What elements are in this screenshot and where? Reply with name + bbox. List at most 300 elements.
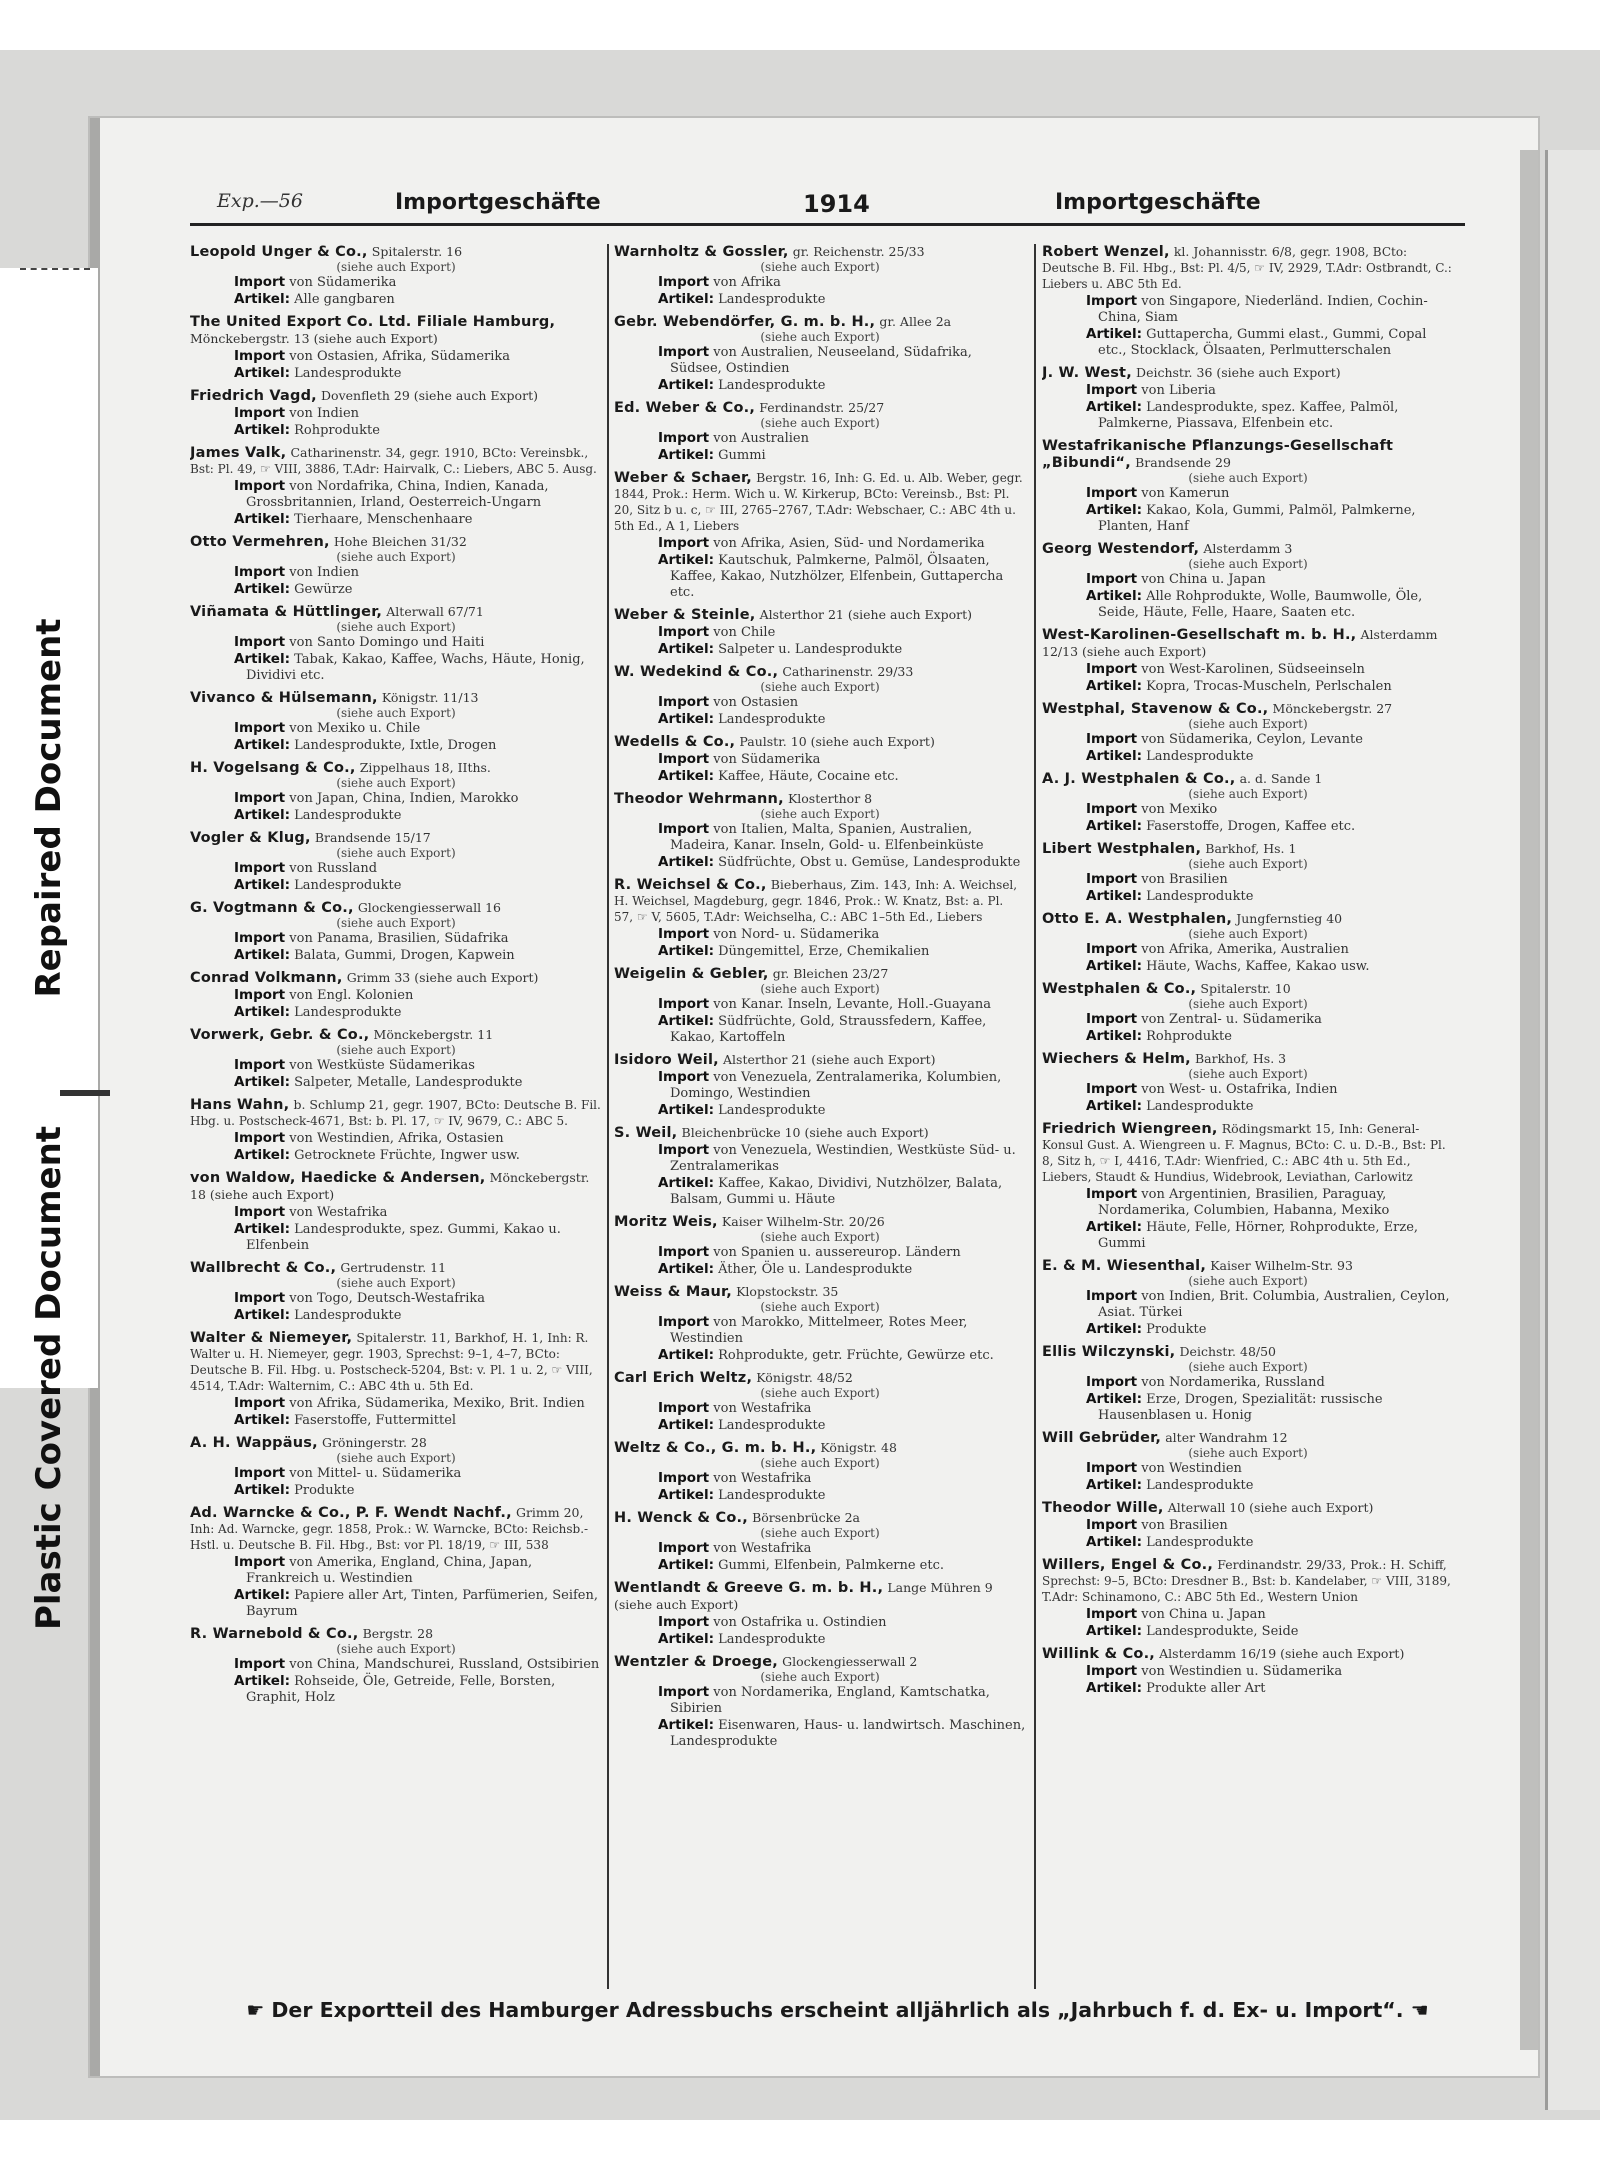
import-line (1042, 731, 1454, 748)
import-line (190, 1204, 602, 1221)
export-note: (siehe auch Export) (760, 1230, 880, 1244)
company-name: Willers, Engel & Co., (1042, 1557, 1214, 1573)
artikel-line-label: Artikel: (234, 511, 290, 527)
directory-entry (1042, 771, 1454, 835)
import-line-value: von Australien (713, 431, 809, 446)
directory-entry (614, 1214, 1026, 1278)
directory-entry (190, 1097, 602, 1164)
export-note: (siehe auch Export) (1188, 787, 1308, 801)
artikel-line-value: Kaffee, Kakao, Dividivi, Nutzhölzer, Balata, Balsam, Gummi u. Häute (670, 1176, 1003, 1207)
export-note: (siehe auch Export) (1188, 471, 1308, 485)
export-note: (siehe auch Export) (336, 260, 456, 274)
import-line (190, 1395, 602, 1412)
directory-entry (1042, 365, 1454, 432)
import-line (1042, 1186, 1454, 1219)
company-name: Weigelin & Gebler, (614, 966, 769, 982)
entry-heading (614, 1284, 1026, 1301)
import-line-label: Import (234, 478, 286, 494)
company-address: Glockengiesserwall 2 (782, 1654, 918, 1669)
export-note: (siehe auch Export) (336, 1276, 456, 1290)
import-line-label: Import (234, 930, 286, 946)
directory-entry (190, 1435, 602, 1499)
artikel-line-label: Artikel: (658, 1717, 714, 1733)
import-line-value: von Kanar. Inseln, Levante, Holl.-Guayana (713, 997, 991, 1012)
import-line (1042, 485, 1454, 502)
import-line-value: von Westindien, Afrika, Ostasien (289, 1131, 504, 1146)
export-note: (siehe auch Export) (336, 916, 456, 930)
entry-heading (614, 966, 1026, 983)
import-line (190, 1290, 602, 1307)
import-line (1042, 661, 1454, 678)
import-line-value: von Venezuela, Zentralamerika, Kolumbien, Domingo, Westindien (670, 1070, 1002, 1101)
year-title: 1914 (803, 190, 870, 218)
import-line-value: von Engl. Kolonien (289, 988, 414, 1003)
entry-heading (614, 1214, 1026, 1231)
import-line-label: Import (234, 348, 286, 364)
import-line-label: Import (234, 1130, 286, 1146)
import-line-label: Import (1086, 871, 1138, 887)
artikel-line-label: Artikel: (234, 737, 290, 753)
company-details: gegr. 1908, BCto: Deutsche B. Fil. Hbg., Bst: Pl. 4/5, ☞ IV, 2929, T.Adr: Ostbrandt, C.: Liebers u. ABC 5th Ed. (1042, 245, 1452, 291)
artikel-line-value: Landesprodukte (718, 1418, 826, 1433)
entry-heading (1042, 365, 1454, 382)
import-line-value: von Nordafrika, China, Indien, Kanada, Grossbritannien, Irland, Oesterreich-Ungarn (246, 479, 549, 510)
artikel-line (1042, 748, 1454, 765)
import-line (190, 478, 602, 511)
company-name: Otto Vermehren, (190, 534, 330, 550)
import-line (1042, 871, 1454, 888)
artikel-line-value: Landesprodukte (1146, 1535, 1254, 1550)
adjacent-page-edge (1545, 150, 1600, 2110)
company-name: Vivanco & Hülsemann, (190, 690, 378, 706)
import-line-value: von Afrika (713, 275, 781, 290)
pointing-hand-left-icon: ☚ (1410, 1998, 1429, 2022)
artikel-line-value: Alle gangbaren (294, 292, 395, 307)
artikel-line-value: Kautschuk, Palmkerne, Palmöl, Ölsaaten, Kaffee, Kakao, Nutzhölzer, Elfenbein, Guttapercha etc. (670, 553, 1004, 600)
export-note: (siehe auch Export) (336, 1451, 456, 1465)
artikel-line-label: Artikel: (234, 1147, 290, 1163)
export-note: (siehe auch Export) (1188, 557, 1308, 571)
import-line-value: von Santo Domingo und Haiti (289, 635, 485, 650)
artikel-line-label: Artikel: (1086, 1623, 1142, 1639)
import-line (614, 694, 1026, 711)
import-line-value: von Zentral- u. Südamerika (1141, 1012, 1322, 1027)
entry-heading (614, 470, 1026, 535)
repaired-document-label: Repaired Document (29, 618, 69, 998)
artikel-line-label: Artikel: (234, 1074, 290, 1090)
entry-heading (1042, 701, 1454, 718)
import-line (614, 535, 1026, 552)
artikel-line-label: Artikel: (1086, 502, 1142, 518)
company-name: Wiechers & Helm, (1042, 1051, 1191, 1067)
import-line-label: Import (658, 926, 710, 942)
directory-entry (190, 760, 602, 824)
entry-heading (190, 1097, 602, 1130)
directory-entry (1042, 627, 1454, 695)
import-line-value: von Liberia (1141, 383, 1216, 398)
export-note: (siehe auch Export) (760, 807, 880, 821)
directory-entry (614, 1284, 1026, 1364)
import-line-label: Import (234, 1290, 286, 1306)
import-line-label: Import (1086, 731, 1138, 747)
artikel-line (1042, 1098, 1454, 1115)
directory-entry (614, 791, 1026, 871)
import-line (190, 987, 602, 1004)
column-1 (190, 244, 602, 1989)
directory-entry (1042, 1646, 1454, 1697)
artikel-line-label: Artikel: (658, 641, 714, 657)
artikel-line-value: Häute, Felle, Hörner, Rohprodukte, Erze, Gummi (1098, 1220, 1419, 1251)
artikel-line-label: Artikel: (658, 854, 714, 870)
directory-entry (614, 1052, 1026, 1119)
entry-heading (190, 445, 602, 478)
company-name: H. Vogelsang & Co., (190, 760, 356, 776)
artikel-line (614, 1175, 1026, 1208)
entry-heading (1042, 627, 1454, 661)
export-note: (siehe auch Export) (1188, 717, 1308, 731)
artikel-line (614, 291, 1026, 308)
artikel-line-label: Artikel: (234, 947, 290, 963)
artikel-line-label: Artikel: (234, 1004, 290, 1020)
artikel-line (1042, 502, 1454, 535)
artikel-line (190, 1147, 602, 1164)
artikel-line (614, 377, 1026, 394)
artikel-line (190, 365, 602, 382)
export-note: (siehe auch Export) (1188, 1360, 1308, 1374)
artikel-line-label: Artikel: (1086, 399, 1142, 415)
artikel-line-value: Landesprodukte (1146, 749, 1254, 764)
artikel-line-value: Landesprodukte (294, 1005, 402, 1020)
company-name: R. Warnebold & Co., (190, 1626, 359, 1642)
import-line-value: von Nord- u. Südamerika (713, 927, 880, 942)
artikel-line-value: Landesprodukte (294, 366, 402, 381)
artikel-line-label: Artikel: (658, 943, 714, 959)
import-line (1042, 801, 1454, 818)
entry-heading (614, 1125, 1026, 1142)
artikel-line-label: Artikel: (1086, 1028, 1142, 1044)
artikel-line (614, 1102, 1026, 1119)
company-address: a. d. Sande 1 (1239, 771, 1323, 786)
company-address: Dovenfleth 29 (siehe auch Export) (321, 388, 538, 403)
company-address: Alterwall 10 (siehe auch Export) (1167, 1500, 1374, 1515)
entry-heading (1042, 981, 1454, 998)
artikel-line (614, 1557, 1026, 1574)
directory-entry (614, 1654, 1026, 1750)
import-line-value: von Ostasien, Afrika, Südamerika (289, 349, 511, 364)
running-title-left: Importgeschäfte (395, 190, 601, 215)
company-name: Vogler & Klug, (190, 830, 311, 846)
import-line-value: von Singapore, Niederländ. Indien, Cochin-China, Siam (1098, 294, 1428, 325)
company-address: Bieberhaus, Zim. 143, (770, 877, 911, 892)
company-name: Walter & Niemeyer, (190, 1330, 353, 1346)
entry-heading (190, 604, 602, 621)
artikel-line (1042, 678, 1454, 695)
artikel-line (1042, 1680, 1454, 1697)
import-line (190, 1465, 602, 1482)
artikel-line-value: Landesprodukte (294, 1308, 402, 1323)
side-label-strip (0, 268, 98, 1631)
artikel-line-value: Rohprodukte (294, 423, 380, 438)
import-line-label: Import (234, 1057, 286, 1073)
import-line-value: von Westküste Südamerikas (289, 1058, 475, 1073)
artikel-line-value: Landesprodukte (718, 292, 826, 307)
artikel-line-label: Artikel: (234, 877, 290, 893)
entry-heading (614, 791, 1026, 808)
artikel-line (190, 1307, 602, 1324)
running-title-right: Importgeschäfte (1055, 190, 1261, 215)
company-address: Catharinenstr. 34, (290, 445, 406, 460)
import-line-value: von Afrika, Amerika, Australien (1141, 942, 1349, 957)
company-address: Königstr. 11/13 (381, 690, 479, 705)
company-name: Hans Wahn, (190, 1097, 290, 1113)
artikel-line (1042, 1623, 1454, 1640)
company-name: West-Karolinen-Gesellschaft m. b. H., (1042, 627, 1357, 643)
import-line (614, 1540, 1026, 1557)
artikel-line-label: Artikel: (1086, 326, 1142, 342)
company-address: Spitalerstr. 16 (371, 244, 463, 259)
entry-heading (190, 534, 602, 551)
import-line-value: von Westindien (1141, 1461, 1242, 1476)
company-address: Alsterthor 21 (siehe auch Export) (723, 1052, 936, 1067)
directory-entry (190, 445, 602, 528)
company-name: Will Gebrüder, (1042, 1430, 1162, 1446)
company-address: Lange Mühren 9 (siehe auch Export) (614, 1580, 993, 1612)
artikel-line-value: Tabak, Kakao, Kaffee, Wachs, Häute, Honig, Dividivi etc. (246, 652, 585, 683)
artikel-line-label: Artikel: (1086, 1098, 1142, 1114)
company-name: Weber & Schaer, (614, 470, 752, 486)
artikel-line-value: Landesprodukte (718, 1488, 826, 1503)
artikel-line-label: Artikel: (658, 1631, 714, 1647)
artikel-line-label: Artikel: (1086, 888, 1142, 904)
directory-entry (1042, 841, 1454, 905)
artikel-line (614, 768, 1026, 785)
directory-entry (190, 604, 602, 684)
entry-heading (1042, 841, 1454, 858)
import-line (1042, 1011, 1454, 1028)
page-shadow-edge (1520, 150, 1538, 2050)
artikel-line (190, 737, 602, 754)
import-line (614, 1470, 1026, 1487)
import-line-label: Import (658, 751, 710, 767)
artikel-line-label: Artikel: (1086, 818, 1142, 834)
artikel-line-label: Artikel: (234, 1673, 290, 1689)
directory-entry (190, 1170, 602, 1254)
directory-entry (1042, 541, 1454, 621)
company-name: von Waldow, Haedicke & Andersen, (190, 1170, 486, 1186)
import-line-label: Import (658, 694, 710, 710)
artikel-line (614, 1347, 1026, 1364)
company-name: A. H. Wappäus, (190, 1435, 318, 1451)
company-address: Börsenbrücke 2a (752, 1510, 861, 1525)
artikel-line-label: Artikel: (234, 291, 290, 307)
entry-heading (614, 314, 1026, 331)
page-header (105, 190, 1475, 224)
artikel-line (190, 581, 602, 598)
import-line (614, 751, 1026, 768)
company-address: Klopstockstr. 35 (736, 1284, 839, 1299)
artikel-line (614, 854, 1026, 871)
entry-heading (1042, 1646, 1454, 1663)
tab-divider (60, 1090, 110, 1096)
company-address: Catharinenstr. 29/33 (782, 664, 914, 679)
entry-heading (190, 760, 602, 777)
artikel-line-value: Gummi (718, 448, 766, 463)
entry-heading (190, 388, 602, 405)
artikel-line-value: Tierhaare, Menschenhaare (294, 512, 473, 527)
directory-entry (1042, 1500, 1454, 1551)
artikel-line (190, 422, 602, 439)
company-name: Theodor Wille, (1042, 1500, 1164, 1516)
directory-entry (190, 1505, 602, 1620)
artikel-line-label: Artikel: (1086, 1680, 1142, 1696)
directory-entry (190, 388, 602, 439)
directory-entry (190, 534, 602, 598)
company-details: Prok.: H. Schiff, Sprechst: 9–5, BCto: Dresdner B., Bst: b. Kandelaber, ☞ VIII, 3189, T.Adr: Schinamono, C.: ABC 5th Ed., Western Union (1042, 1558, 1451, 1604)
company-details: gegr. 1910, BCto: Vereinsbk., Bst: Pl. 49, ☞ VIII, 3886, T.Adr: Hairvalk, C.: Liebers, ABC 5. Ausg. (190, 446, 597, 476)
import-line-label: Import (658, 1244, 710, 1260)
artikel-line-value: Guttapercha, Gummi elast., Gummi, Copal etc., Stocklack, Ölsaaten, Perlmutterschalen (1098, 327, 1427, 358)
import-line-label: Import (234, 987, 286, 1003)
directory-entry (614, 314, 1026, 394)
import-line-label: Import (658, 1400, 710, 1416)
import-line-label: Import (1086, 1606, 1138, 1622)
artikel-line-label: Artikel: (1086, 1477, 1142, 1493)
artikel-line-value: Düngemittel, Erze, Chemikalien (718, 944, 930, 959)
company-address: b. Schlump 21, (293, 1097, 389, 1112)
import-line (1042, 293, 1454, 326)
company-address: Grimm 20, (515, 1505, 584, 1520)
artikel-line-label: Artikel: (658, 711, 714, 727)
import-line-value: von Marokko, Mittelmeer, Rotes Meer, Westindien (670, 1315, 968, 1346)
artikel-line-label: Artikel: (234, 1307, 290, 1323)
directory-entry (1042, 701, 1454, 765)
import-line-value: von Togo, Deutsch-Westafrika (289, 1291, 486, 1306)
export-note: (siehe auch Export) (760, 1670, 880, 1684)
import-line-label: Import (1086, 1081, 1138, 1097)
company-address: Rödingsmarkt 15, (1221, 1121, 1335, 1136)
export-note: (siehe auch Export) (1188, 857, 1308, 871)
company-name: Weltz & Co., G. m. b. H., (614, 1440, 817, 1456)
artikel-line-label: Artikel: (658, 552, 714, 568)
export-note: (siehe auch Export) (336, 620, 456, 634)
company-name: Westphalen & Co., (1042, 981, 1197, 997)
entry-heading (1042, 438, 1454, 472)
company-name: Robert Wenzel, (1042, 244, 1170, 260)
import-line (614, 996, 1026, 1013)
entry-heading (190, 1330, 602, 1395)
artikel-line (614, 1487, 1026, 1504)
entry-heading (1042, 1557, 1454, 1606)
artikel-line-label: Artikel: (1086, 1391, 1142, 1407)
artikel-line (190, 1074, 602, 1091)
import-line (190, 564, 602, 581)
artikel-line (190, 651, 602, 684)
import-line-value: von Südamerika (289, 275, 397, 290)
artikel-line-label: Artikel: (658, 768, 714, 784)
entry-heading (614, 664, 1026, 681)
artikel-line-label: Artikel: (658, 1013, 714, 1029)
directory-entry (1042, 1344, 1454, 1424)
import-line-value: von China u. Japan (1141, 1607, 1266, 1622)
import-line-value: von Mexiko (1141, 802, 1218, 817)
artikel-line-value: Landesprodukte, Seide (1146, 1624, 1299, 1639)
import-line (190, 274, 602, 291)
artikel-line-value: Faserstoffe, Futtermittel (294, 1413, 457, 1428)
company-name: Vorwerk, Gebr. & Co., (190, 1027, 370, 1043)
plastic-covered-document-label: Plastic Covered Document (29, 1125, 69, 1631)
artikel-line (1042, 1391, 1454, 1424)
import-line-value: von Italien, Malta, Spanien, Australien, Madeira, Kanar. Inseln, Gold- u. Elfenbeinküste (670, 822, 984, 853)
entry-heading (190, 1170, 602, 1204)
import-line (614, 1614, 1026, 1631)
import-line (1042, 1081, 1454, 1098)
import-line-label: Import (234, 790, 286, 806)
import-line (1042, 1517, 1454, 1534)
import-line (190, 790, 602, 807)
company-address: Grimm 33 (siehe auch Export) (346, 970, 539, 985)
import-line-label: Import (658, 996, 710, 1012)
entry-heading (190, 314, 602, 348)
entry-heading (614, 734, 1026, 751)
entry-heading (614, 1370, 1026, 1387)
footer-text: Der Exportteil des Hamburger Adressbuchs erscheint alljährlich als „Jahrbuch f. d. Ex- u. Import“. (271, 1998, 1404, 2022)
entry-heading (1042, 1051, 1454, 1068)
company-address: Hohe Bleichen 31/32 (333, 534, 467, 549)
import-line-value: von Brasilien (1141, 872, 1228, 887)
directory-entry (614, 1580, 1026, 1648)
company-address: Mönckebergstr. 27 (1272, 701, 1393, 716)
directory-entry (1042, 438, 1454, 535)
artikel-line (614, 1631, 1026, 1648)
company-name: Libert Westphalen, (1042, 841, 1202, 857)
company-name: W. Wedekind & Co., (614, 664, 779, 680)
directory-entry (190, 970, 602, 1021)
import-line-value: von Westindien u. Südamerika (1141, 1664, 1343, 1679)
directory-entry (190, 830, 602, 894)
artikel-line (190, 1482, 602, 1499)
import-line-label: Import (1086, 1460, 1138, 1476)
import-line-value: von Russland (289, 861, 378, 876)
artikel-line (1042, 1321, 1454, 1338)
import-line-value: von West-Karolinen, Südseeinseln (1141, 662, 1365, 677)
column-3 (1042, 244, 1454, 1989)
company-name: Conrad Volkmann, (190, 970, 343, 986)
import-line-value: von West- u. Ostafrika, Indien (1141, 1082, 1338, 1097)
directory-entry (614, 607, 1026, 658)
export-note: (siehe auch Export) (336, 550, 456, 564)
import-line (1042, 382, 1454, 399)
artikel-line-value: Kopra, Trocas-Muscheln, Perlschalen (1146, 679, 1392, 694)
import-line-label: Import (234, 274, 286, 290)
entry-heading (614, 607, 1026, 624)
import-line (1042, 1374, 1454, 1391)
artikel-line (190, 947, 602, 964)
company-details: Inh: General-Konsul Gust. A. Wiengreen u. F. Magnus, BCto: C. u. D.-B., Bst: Pl. 8, Sitz h, ☞ I, 4416, T.Adr: Wienfried, C.: ABC 4th u. 5th Ed., Liebers, Staudt & Hundius, Widebrook, Leviathan, Carlowitz (1042, 1122, 1446, 1184)
artikel-line (190, 877, 602, 894)
artikel-line-value: Südfrüchte, Gold, Straussfedern, Kaffee, Kakao, Kartoffeln (670, 1014, 987, 1045)
import-line-label: Import (1086, 661, 1138, 677)
artikel-line-value: Landesprodukte (718, 712, 826, 727)
artikel-line-value: Alle Rohprodukte, Wolle, Baumwolle, Öle, Seide, Häute, Felle, Haare, Saaten etc. (1098, 589, 1423, 620)
column-divider-1 (607, 244, 609, 1989)
directory-entry (614, 1125, 1026, 1208)
export-note: (siehe auch Export) (760, 680, 880, 694)
import-line (190, 1057, 602, 1074)
company-name: Friedrich Wiengreen, (1042, 1121, 1218, 1137)
artikel-line-label: Artikel: (234, 1587, 290, 1603)
export-note: (siehe auch Export) (760, 1386, 880, 1400)
artikel-line-value: Landesprodukte (718, 1632, 826, 1647)
